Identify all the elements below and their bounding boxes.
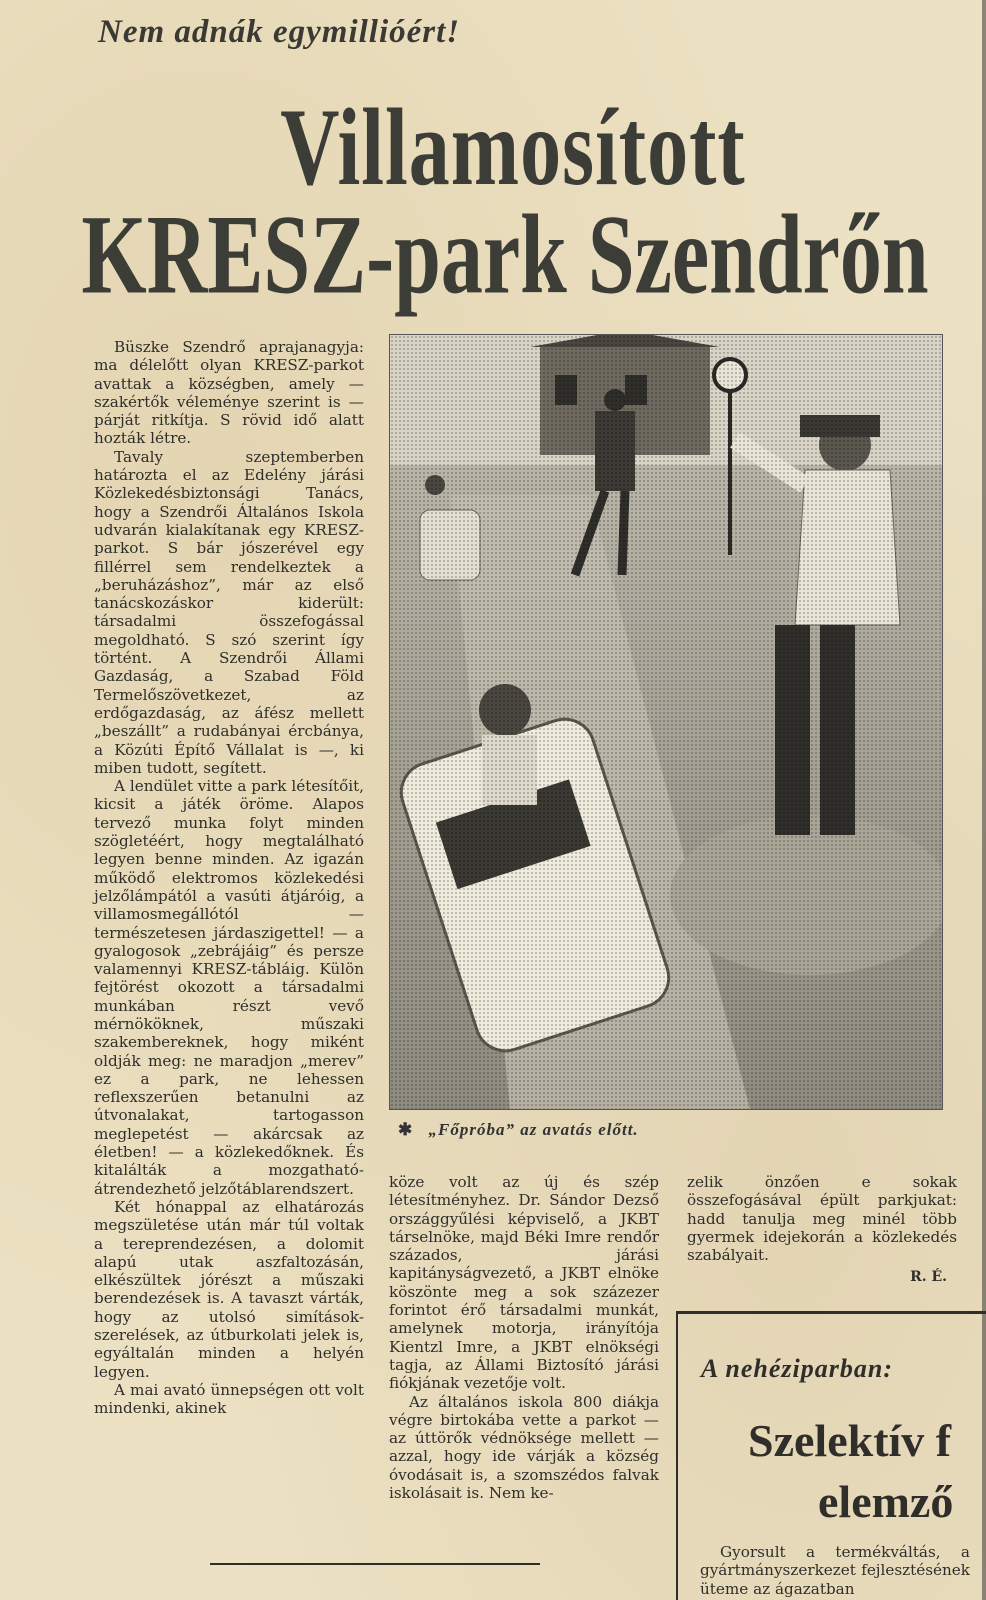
divider: [676, 1311, 678, 1600]
second-article-body: [700, 1543, 970, 1598]
paragraph: Két hónappal az elhatározás megszületése után már túl voltak a tereprendezésen, a dolomit alapú utak aszfaltozásán, elkészültek jórészt a műszaki berendezések is. A tavaszt várták, hogy az utolsó simítások-szerelések, az útburkolati jelek is, egyáltalán minden a helyén legyen.: [94, 1197, 364, 1381]
paragraph: zelik önzően e sokak összefogásával épült parkjukat: hadd tanulja meg minél több gyermek idejekorán a közlekedés szabályait.: [687, 1173, 957, 1265]
paragraph: köze volt az új és szép létesítményhez. Dr. Sándor Dezső országgyűlési képviselő, a JKBT társelnöke, majd Béki Imre rendőr százados, járási kapitányságvezető, a JKBT elnöke köszönte meg a sok százezer forintot érő társadalmi munkát, amelynek motorja, irányítója Kientzl Imre, a JKBT elnökségi tagja, az Állami Biztosító járási fiókjának vezetője volt.: [389, 1173, 659, 1393]
caption-text: „Főpróba” az avatás előtt.: [428, 1120, 639, 1139]
photo: [389, 334, 943, 1110]
headline-line-1: Villamosított: [280, 85, 746, 209]
divider: [677, 1311, 986, 1314]
headline-line-2: KRESZ-park Szendrőn: [81, 192, 929, 319]
paragraph: Az általános iskola 800 diákja végre birtokába vette a parkot — az úttörők védnöksége mellett — azzal, hogy ide várják a község óvodásait is, a szomszédos falvak iskolásait is. Nem ke-: [389, 1392, 659, 1503]
article-column-2: [389, 1173, 659, 1502]
article-column-1: [94, 338, 364, 1418]
paragraph: A lendület vitte a park létesítőit, kicsit a játék öröme. Alapos tervező munka folyt minden szögletéért, hogy megtalálható legyen benne minden. Az igazán működő elektromos közlekedési jelzőlámpától a vasúti átjáróig, a villamosmegállótól — természetesen járdaszigettel! — a gyalogosok „zebrájáig” és persze valamennyi KRESZ-tábláig. Külön fejtörést okozott a társadalmi munkában részt vevő mérnököknek, műszaki szakembereknek, hogy miként oldják meg: ne maradjon „merev” ez a park, ne lehessen reflexszerűen betanulni az útvonalakat, tartogasson meglepetést — akárcsak az életben! — a közlekedőknek. És kitalálták a mozgatható-átrendezhető jelzőtáblarendszert.: [94, 777, 364, 1198]
paragraph: Gyorsult a termékváltás, a gyártmányszerkezet fejlesztésének üteme az ágazatban: [700, 1543, 970, 1598]
asterisk-icon: ✱: [398, 1120, 414, 1139]
article-column-3: [687, 1173, 957, 1287]
paragraph: Tavaly szeptemberben határozta el az Edelény járási Közlekedésbiztonsági Tanács, hogy a Szendrői Általános Iskola udvarán kialakítanak egy KRESZ-parkot. S bár jószerével egy fillérrel sem rendelkeztek a „beruházáshoz”, már az első tanácskozáskor kiderült: társadalmi összefogással megoldható. S szó szerint így történt. A Szendrői Állami Gazdaság, a Szabad Föld Termelőszövetkezet, az erdőgazdaság, az áfész mellett „beszállt” a rudabányai ércbánya, a Közúti Építő Vállalat is —, ki miben tudott, segített.: [94, 447, 364, 777]
second-article-title-line-2: elemző: [818, 1476, 954, 1527]
second-article-title: Szelektív f: [748, 1415, 952, 1466]
paper-edge: [982, 0, 986, 1600]
author-signature: R. É.: [910, 1269, 947, 1286]
divider: [210, 1563, 540, 1565]
kicker: Nem adnák egymillióért!: [98, 14, 461, 50]
paragraph: Büszke Szendrő aprajanagyja: ma délelőtt olyan KRESZ-parkot avattak a községben, amely — szakértők véleménye szerint is — párját ritkítja. S rövid idő alatt hozták létre.: [94, 338, 364, 448]
section-label: A nehéziparban:: [701, 1354, 893, 1383]
paragraph: A mai avató ünnepségen ott volt mindenki, akinek: [94, 1380, 364, 1418]
photo-caption: [398, 1120, 639, 1140]
